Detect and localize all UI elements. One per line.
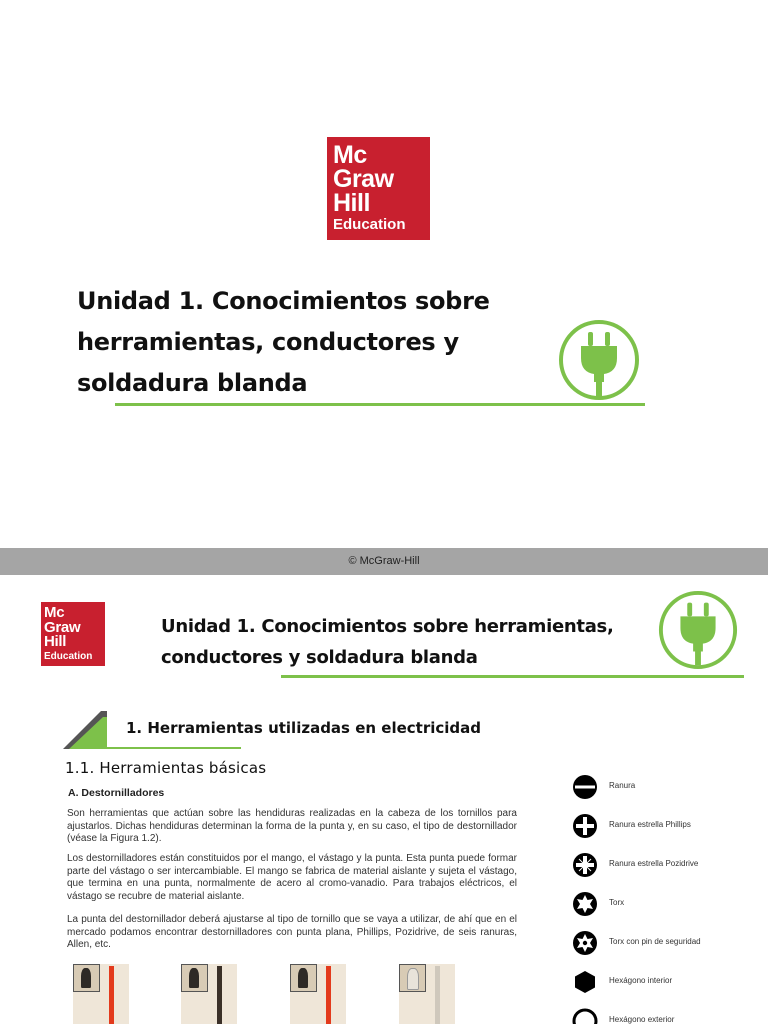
paragraph: Son herramientas que actúan sobre las hendiduras realizadas en la cabeza de los tornillos para ajustarlos. Dichas hendiduras determinan la forma de la punta y, en su caso, el tipo de destornillador (véase la Figura 1.2). [67,808,517,844]
screw-type-item [572,891,762,921]
logo-text-line: Mc [44,604,65,621]
plug-icon [557,318,641,402]
tip-closeup [73,964,100,992]
logo-text-line: Graw [333,165,394,193]
phillips-icon [572,813,598,839]
hex-exterior-icon [572,1008,598,1024]
plug-icon [657,589,739,671]
content-slide [0,575,768,1024]
logo-text-line: Hill [44,633,67,650]
tip-closeup [290,964,317,992]
screwdriver-photo [73,964,129,1024]
section-underline [104,747,241,749]
slide-title: Unidad 1. Conocimientos sobre herramientas, conductores y soldadura blanda [77,287,490,397]
screw-type-item [572,813,762,843]
paragraph: Los destornilladores están constituidos por el mango, el vástago y la punta. Esta punta puede formar parte del vástago o ser intercambiable. El mango se fabrica de material aislante y sujeta el vástago, que termina en una punta, normalmente de acero al cromo-vanadio. Para trabajos eléctricos, el vástago se recubre de material aislante. [67,853,517,902]
screwdriver-photo [181,964,237,1024]
screw-type-label: Ranura [609,781,636,790]
screw-type-label: Ranura estrella Phillips [609,820,691,829]
screw-type-label: Hexágono interior [609,976,673,985]
screw-type-label: Ranura estrella Pozidrive [609,859,699,868]
screw-type-label: Torx [609,898,625,907]
screwdriver-photo [290,964,346,1024]
logo-text-line: Hill [333,189,370,217]
paragraph: La punta del destornillador deberá ajustarse al tipo de tornillo que se vaya a utilizar, de ahí que en el mercado podamos encontrar destornilladores con punta plana, Phillips, Pozidrive, de seis ranuras, Allen, etc. [67,914,517,950]
screw-type-label: Torx con pin de seguridad [609,937,701,946]
copyright-text: © McGraw-Hill [348,555,420,567]
slot-icon [572,774,598,800]
screwdriver-photo [399,964,455,1024]
slide-title: Unidad 1. Conocimientos sobre herramientas, conductores y soldadura blanda [161,616,614,668]
tip-closeup [399,964,426,992]
screw-type-item [572,1008,762,1024]
hex-interior-icon [572,969,598,995]
subheading-a: A. Destornilladores [68,787,165,799]
mcgraw-hill-logo [327,137,430,240]
torx-icon [572,891,598,917]
screw-type-item [572,930,762,960]
screw-type-item [572,852,762,882]
footer-bar [0,548,768,575]
logo-text-line: Education [44,650,93,662]
section-tab-icon [63,711,107,751]
tip-closeup [181,964,208,992]
subsection-heading: 1.1. Herramientas básicas [65,759,267,777]
screw-type-label: Hexágono exterior [609,1015,675,1024]
section-heading: 1. Herramientas utilizadas en electricidad [126,719,481,737]
logo-text-line: Education [333,216,406,233]
logo-text-line: Mc [333,141,367,169]
pozidrive-icon [572,852,598,878]
screw-type-item [572,969,762,999]
title-underline [281,675,744,678]
screw-type-item [572,774,762,804]
mcgraw-hill-logo [41,602,105,666]
title-underline [115,403,645,406]
logo-text-line: Graw [44,618,81,636]
torx-pin-icon [572,930,598,956]
